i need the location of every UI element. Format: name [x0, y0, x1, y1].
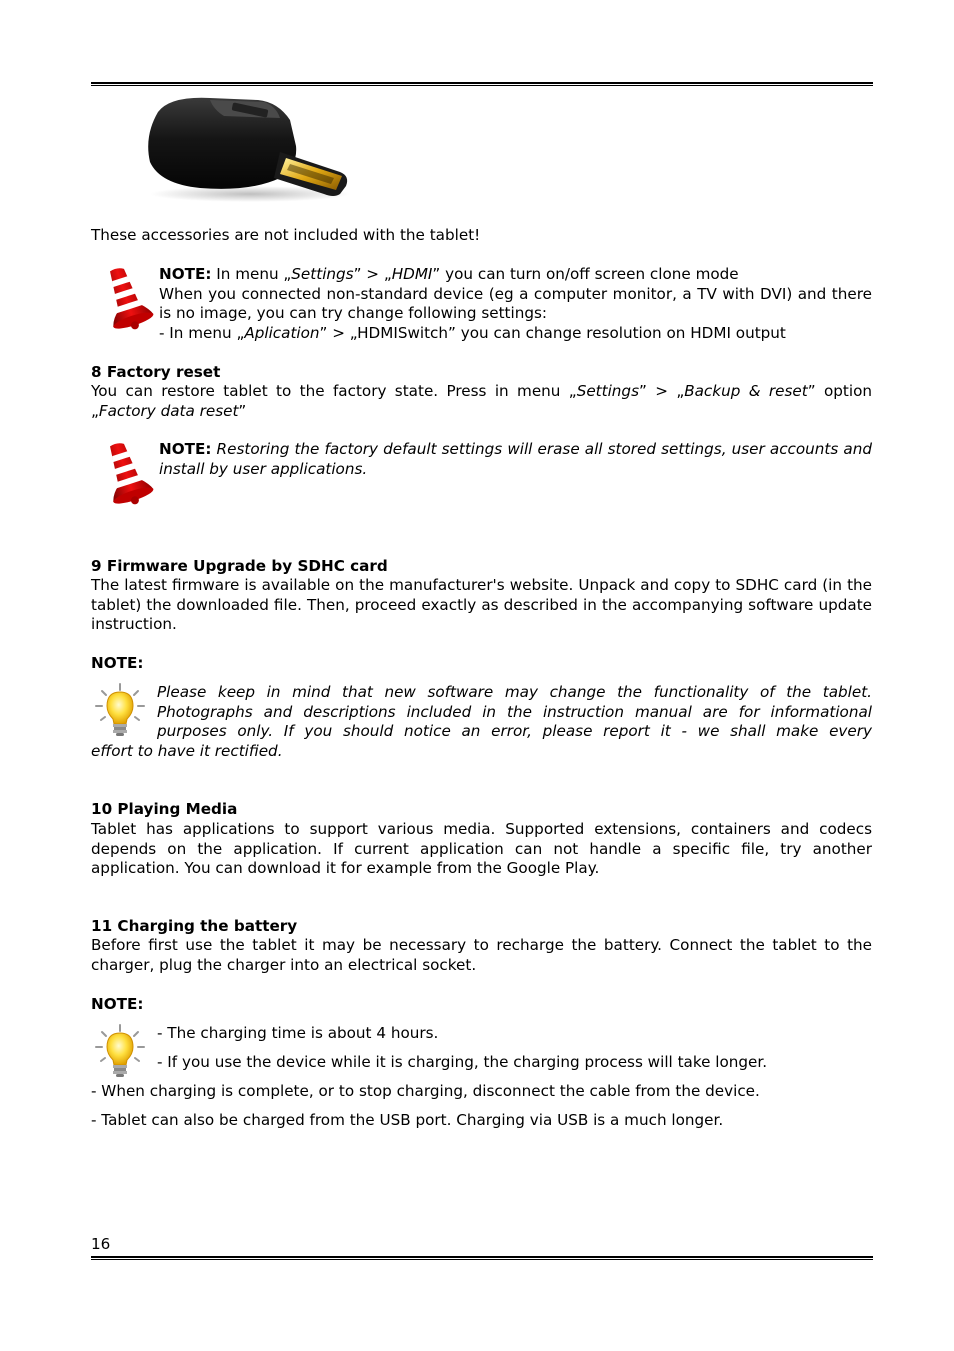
charging-note-item: - When charging is complete, or to stop charging, disconnect the cable from the device.: [91, 1082, 760, 1100]
note-hdmi-line2: When you connected non-standard device (eg a computer monitor, a TV with DVI) and there is no image, you can try change following settings:: [159, 284, 872, 323]
hdmi-adapter-image: [140, 92, 360, 204]
warning-bell-icon: [95, 264, 157, 332]
body-text-part: ” option „: [91, 382, 872, 420]
section-body-factory-reset: [91, 382, 872, 421]
section-body-charging: Before first use the tablet it may be necessary to recharge the battery. Connect the tablet to the charger, plug the charger into an electrical socket.: [91, 936, 872, 974]
menu-backup-reset: Backup & reset: [684, 382, 808, 400]
section-heading-firmware-upgrade: 9 Firmware Upgrade by SDHC card: [91, 557, 388, 575]
menu-settings: Settings: [576, 382, 639, 400]
warning-bell-icon: [95, 439, 157, 507]
note-hdmi-line3: [159, 324, 872, 344]
note-software-line3: purposes only. If you should notice an error, please report it - we shall make every: [157, 722, 872, 741]
note-software-line1: Please keep in mind that new software may change the functionality of the tablet.: [157, 683, 872, 701]
charging-note-item: - The charging time is about 4 hours.: [157, 1024, 439, 1042]
body-text-part: You can restore tablet to the factory state. Press in menu „: [91, 382, 577, 400]
note-label: NOTE:: [91, 654, 144, 672]
note-hdmi-line1: [159, 265, 872, 285]
charging-note-item: - If you use the device while it is charging, the charging process will take longer.: [157, 1053, 768, 1071]
section-heading-playing-media: 10 Playing Media: [91, 800, 238, 818]
note-text-part: In menu „: [211, 265, 292, 283]
note-text-part: ” > „: [353, 265, 392, 283]
section-body-firmware-upgrade: The latest firmware is available on the manufacturer's website. Unpack and copy to SDHC card (in the tablet) the downloaded file. Then, proceed exactly as described in the accompanying software update instruction.: [91, 576, 872, 634]
note-text-part: ” you can turn on/off screen clone mode: [432, 265, 739, 283]
accessories-note: These accessories are not included with the tablet!: [91, 226, 481, 244]
note-label: NOTE:: [159, 440, 212, 458]
body-text-part: ”: [238, 401, 247, 420]
light-bulb-icon: [94, 1023, 146, 1081]
page-number: 16: [91, 1235, 111, 1253]
footer-rule: [91, 1256, 873, 1260]
note-text-part: ” > „HDMISwitch” you can change resolution on HDMI output: [319, 323, 786, 342]
note-factory-reset-text: Restoring the factory default settings will erase all stored settings, user accounts and install by user applications.: [159, 440, 872, 478]
menu-aplication: Aplication: [244, 323, 320, 342]
note-text-part: - In menu „: [159, 323, 245, 342]
menu-hdmi: HDMI: [391, 265, 433, 283]
note-software-line4: effort to have it rectified.: [91, 741, 283, 760]
section-heading-factory-reset: 8 Factory reset: [91, 363, 221, 381]
menu-settings: Settings: [291, 265, 354, 283]
charging-note-item: - Tablet can also be charged from the USB port. Charging via USB is a much longer.: [91, 1111, 724, 1129]
section-body-playing-media: Tablet has applications to support various media. Supported extensions, containers and codecs depends on the application. If current application can not handle a specific file, try another application. You can download it for example from the Google Play.: [91, 820, 872, 878]
menu-factory-data-reset: Factory data reset: [98, 401, 239, 420]
header-rule: [91, 82, 873, 86]
section-heading-charging: 11 Charging the battery: [91, 917, 298, 935]
note-label: NOTE:: [159, 265, 212, 283]
note-software: [91, 683, 872, 761]
note-hdmi: [159, 265, 872, 343]
note-software-line2: Photographs and descriptions included in the instruction manual are for informational: [157, 702, 872, 721]
note-factory-reset: [159, 440, 872, 479]
body-text-part: ” > „: [638, 382, 685, 400]
note-label: NOTE:: [91, 995, 144, 1013]
